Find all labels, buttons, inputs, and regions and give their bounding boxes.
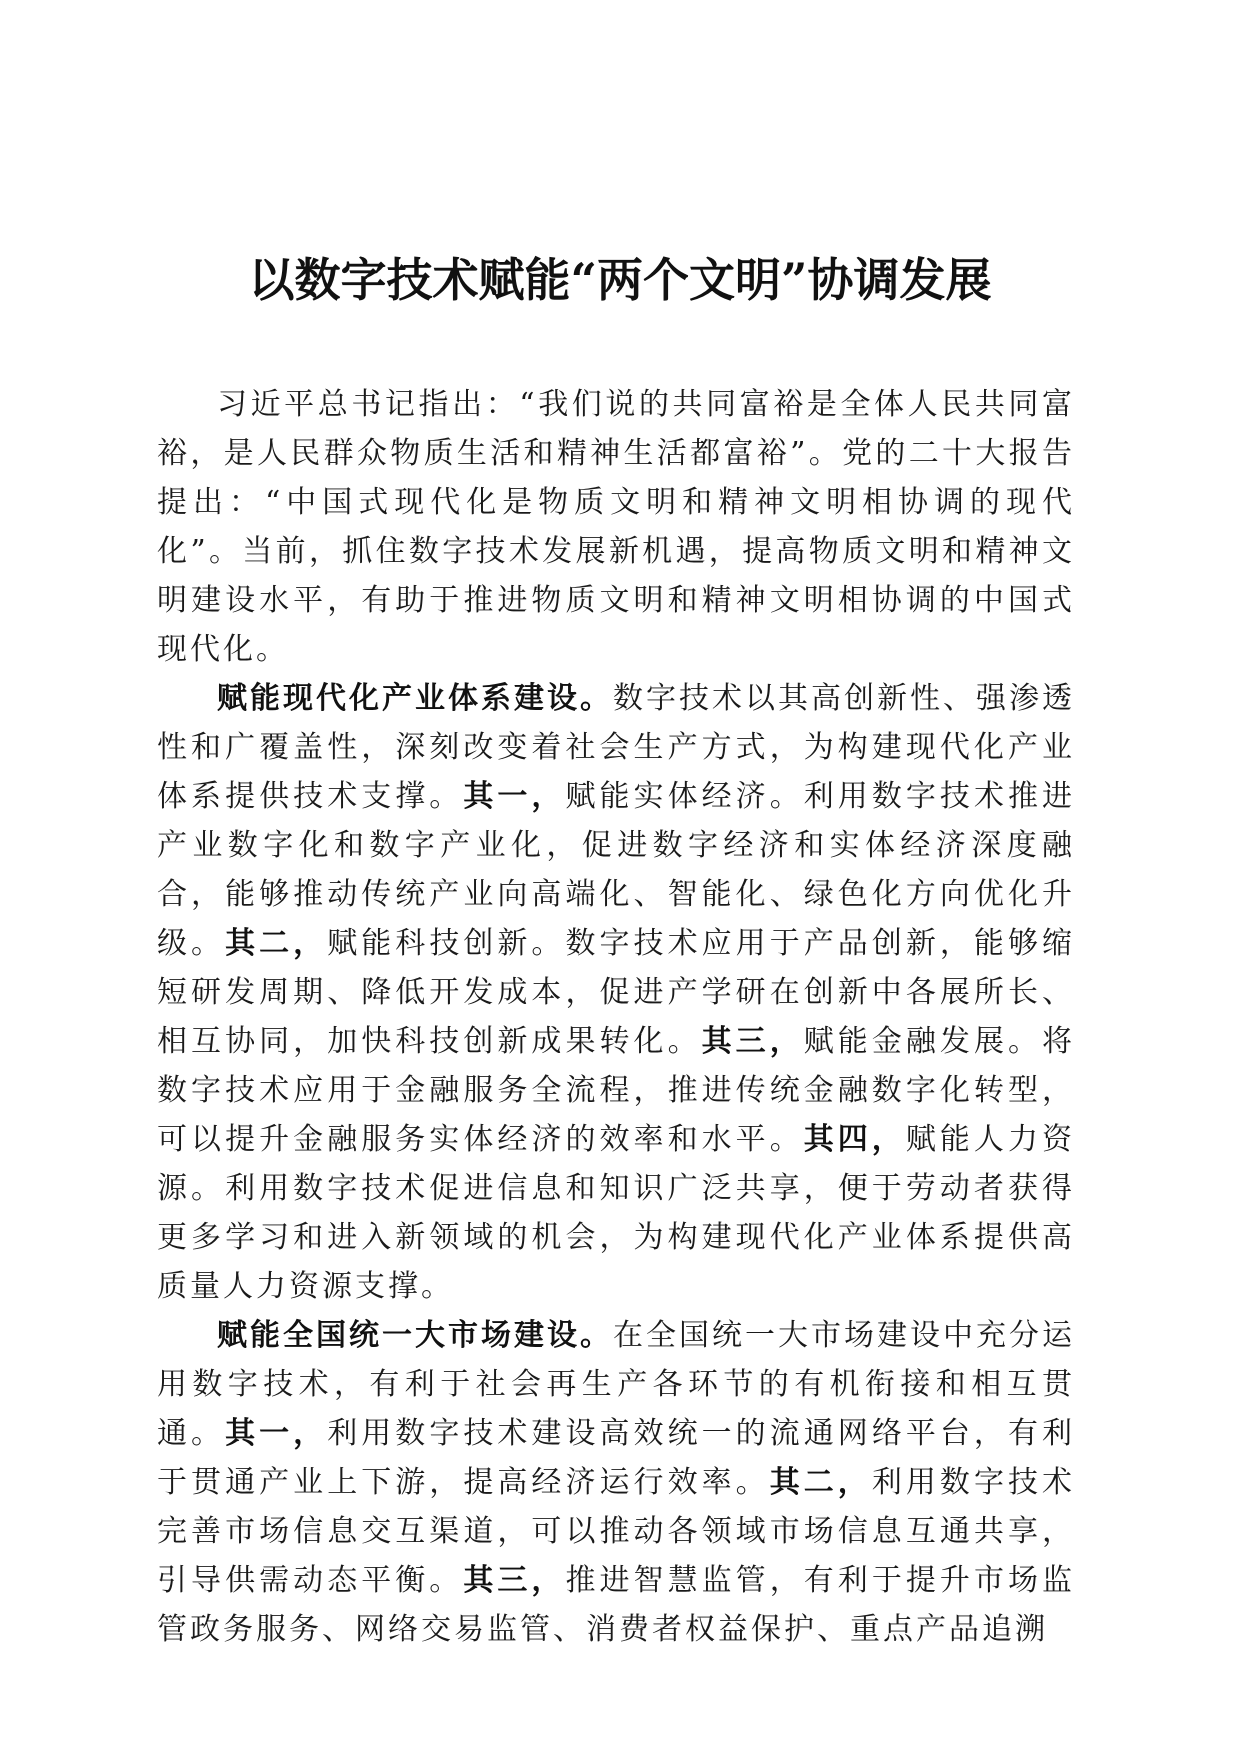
point-marker: 其三， bbox=[701, 1024, 804, 1059]
paragraph-text: 赋能实体经济。利用数字技术推进产业数字化和数字产业化，促进数字经济和实体经济深度融合，能够推动传统产业向高端化、智能化、绿色化方向优化升级。 bbox=[157, 779, 1076, 961]
paragraph-intro bbox=[157, 380, 1075, 674]
point-marker: 其二， bbox=[769, 1465, 872, 1500]
document-body bbox=[157, 380, 1075, 1654]
paragraph-text: 数字技术以其高创新性、强渗透性和广覆盖性，深刻改变着社会生产方式，为构建现代化产业体系提供技术支撑。 bbox=[157, 681, 1075, 814]
point-marker: 其一， bbox=[225, 1416, 328, 1451]
paragraph-text: 在全国统一大市场建设中充分运用数字技术，有利于社会再生产各环节的有机衔接和相互贯通。 bbox=[157, 1318, 1075, 1451]
point-marker: 其二， bbox=[225, 926, 328, 961]
point-marker: 其一， bbox=[463, 779, 566, 814]
paragraph-text: 赋能科技创新。数字技术应用于产品创新，能够缩短研发周期、降低开发成本，促进产学研在创新中各展所长、相互协同，加快科技创新成果转化。 bbox=[157, 926, 1076, 1059]
paragraph-text: 习近平总书记指出：“我们说的共同富裕是全体人民共同富裕，是人民群众物质生活和精神生活都富裕”。党的二十大报告提出：“中国式现代化是物质文明和精神文明相协调的现代化”。当前，抓住数字技术发展新机遇，提高物质文明和精神文明建设水平，有助于推进物质文明和精神文明相协调的中国式现代化。 bbox=[157, 387, 1075, 667]
section-lead-heading: 赋能现代化产业体系建设。 bbox=[217, 681, 613, 716]
section-lead-heading: 赋能全国统一大市场建设。 bbox=[217, 1318, 613, 1353]
paragraph-text: 利用数字技术完善市场信息交互渠道，可以推动各领域市场信息互通共享，引导供需动态平衡。 bbox=[157, 1465, 1076, 1598]
paragraph-text: 赋能人力资源。利用数字技术促进信息和知识广泛共享，便于劳动者获得更多学习和进入新领域的机会，为构建现代化产业体系提供高质量人力资源支撑。 bbox=[157, 1122, 1076, 1304]
point-marker: 其三， bbox=[463, 1563, 566, 1598]
paragraph-text: 推进智慧监管，有利于提升市场监管政务服务、网络交易监管、消费者权益保护、重点产品追溯 bbox=[157, 1563, 1076, 1647]
document-title: 以数字技术赋能“两个文明”协调发展 bbox=[248, 253, 992, 307]
paragraph-unified-market bbox=[157, 1311, 1075, 1654]
paragraph-text: 利用数字技术建设高效统一的流通网络平台，有利于贯通产业上下游，提高经济运行效率。 bbox=[157, 1416, 1076, 1500]
paragraph-text: 赋能金融发展。将数字技术应用于金融服务全流程，推进传统金融数字化转型，可以提升金融服务实体经济的效率和水平。 bbox=[157, 1024, 1076, 1157]
paragraph-industrial-system bbox=[157, 674, 1075, 1311]
point-marker: 其四， bbox=[803, 1122, 906, 1157]
